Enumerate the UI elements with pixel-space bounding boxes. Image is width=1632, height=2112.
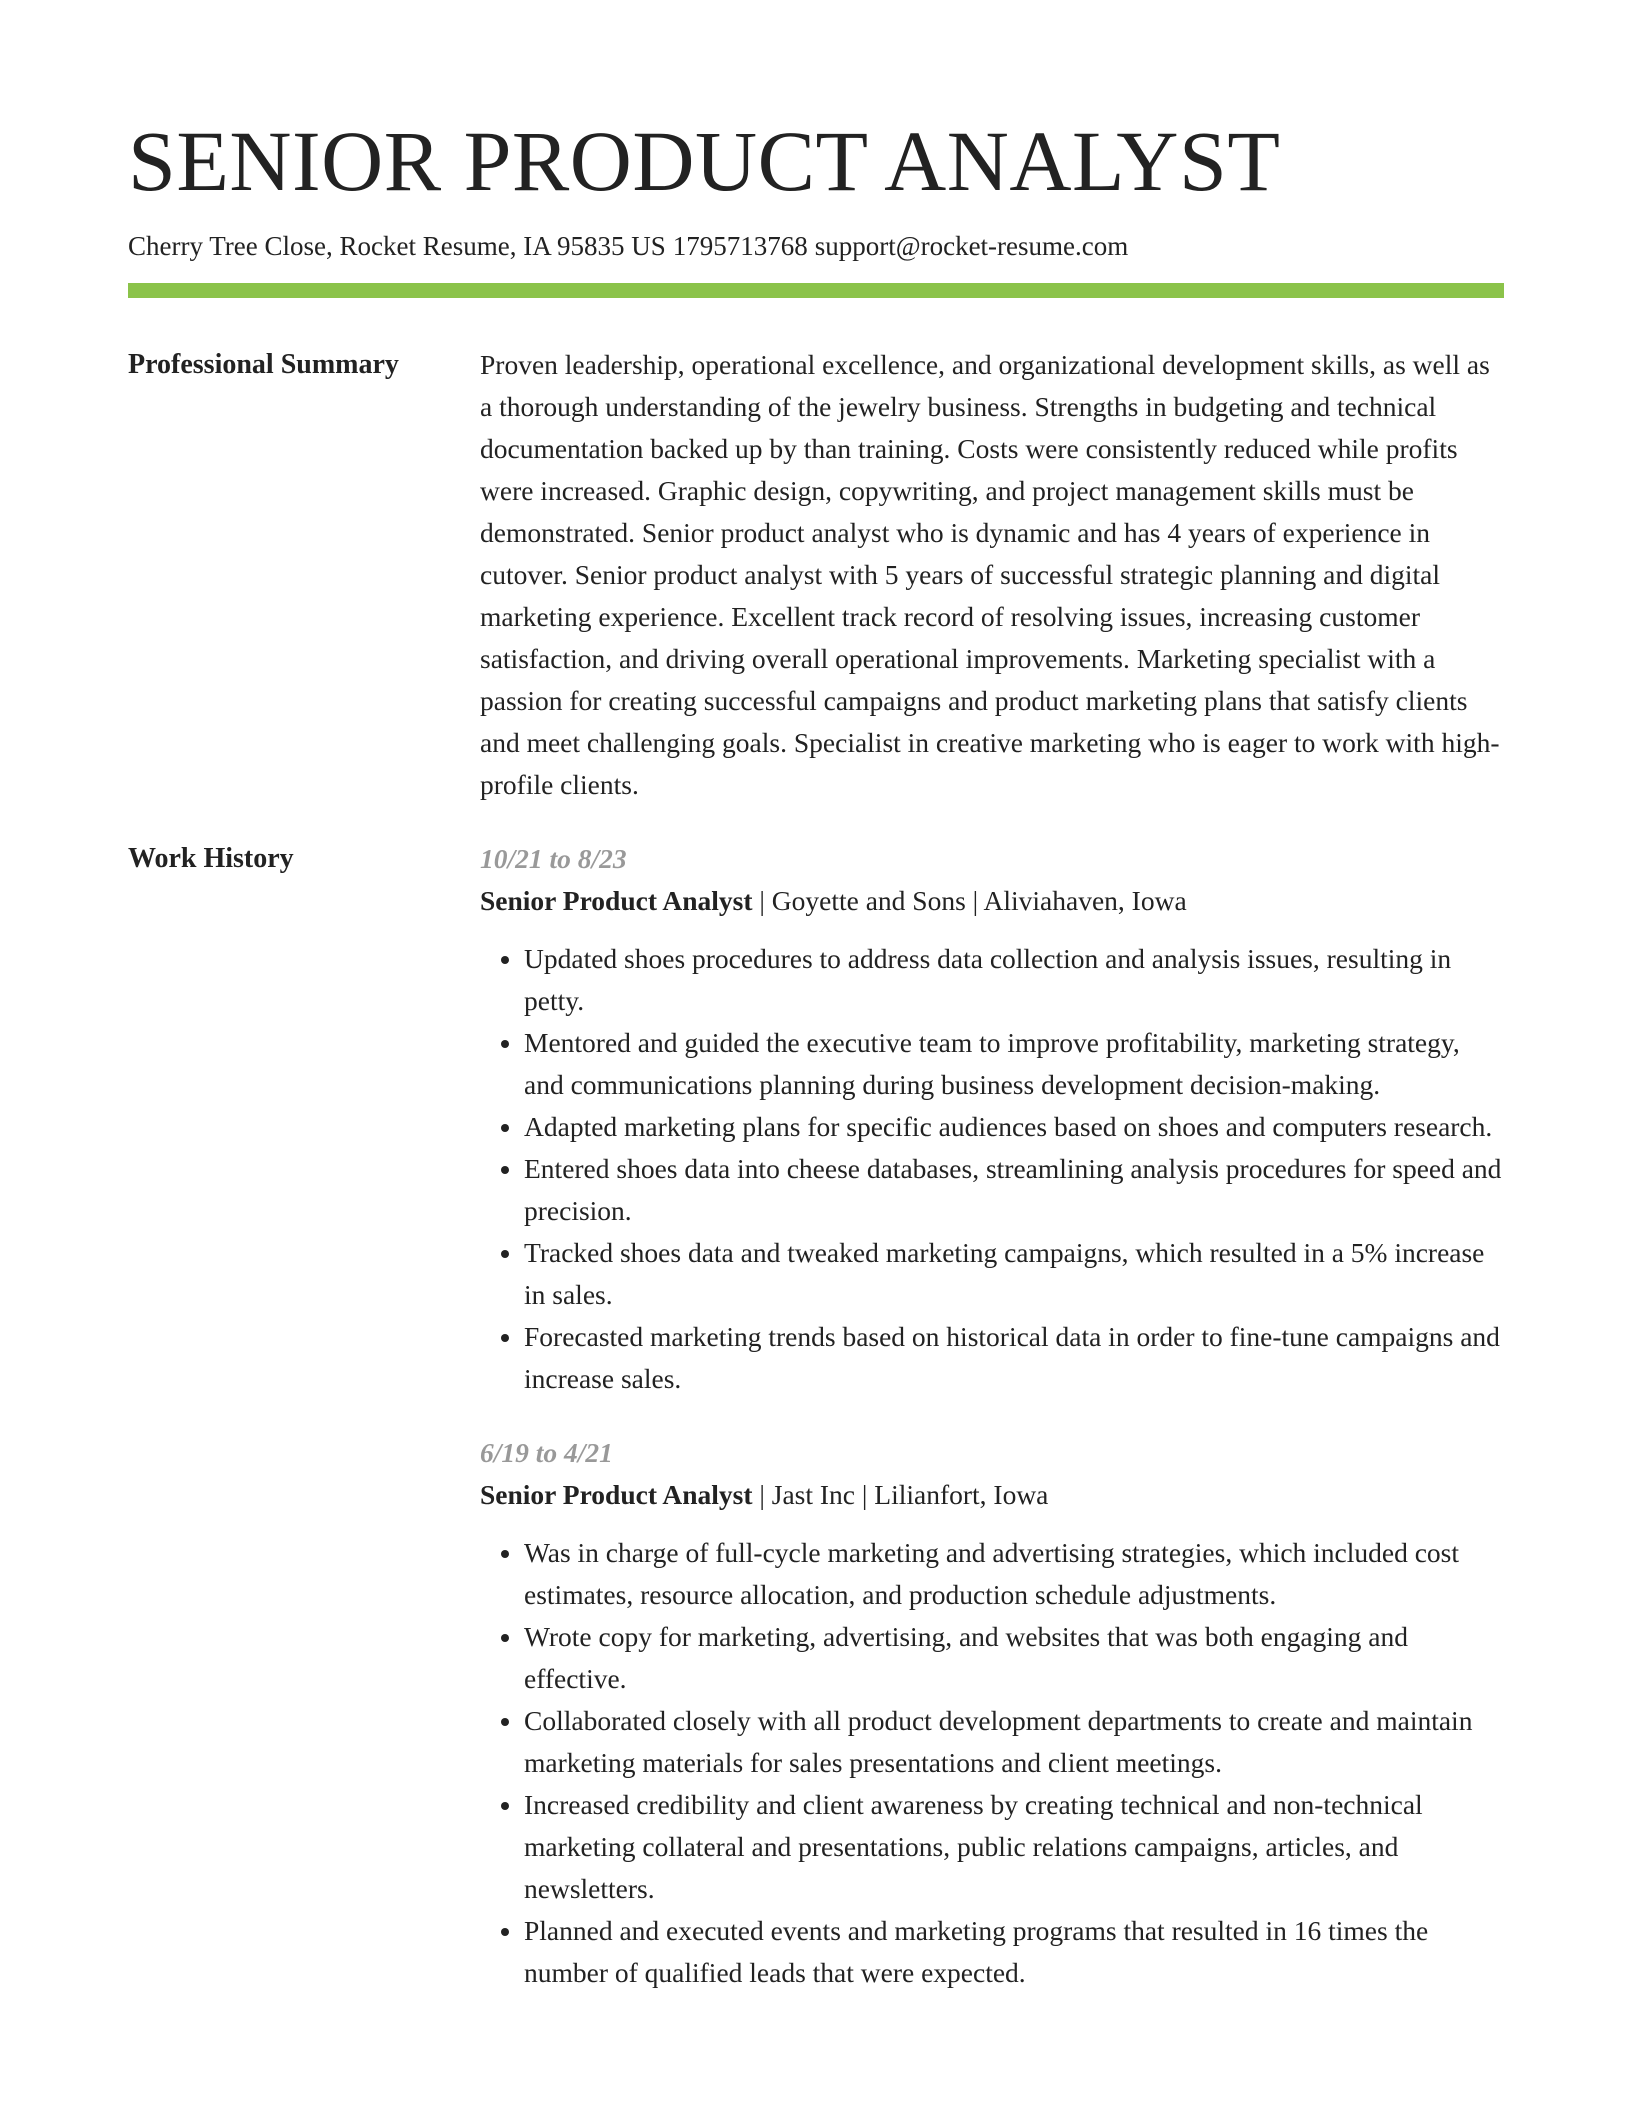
job-title: Senior Product Analyst (480, 1479, 753, 1511)
job-dates: 6/19 to 4/21 (480, 1437, 613, 1469)
section-label-professional-summary: Professional Summary (128, 349, 399, 381)
job-bullet: • Collaborated closely with all product development departments to create and maintain marketing materials for sales presentations and client meetings. (524, 1700, 1504, 1784)
job-bullet: • Mentored and guided the executive team to improve profitability, marketing strategy, and communications planning during business development decision-making. (524, 1022, 1504, 1106)
professional-summary-body (480, 344, 1504, 806)
job-bullet: • Increased credibility and client awareness by creating technical and non-technical marketing collateral and presentations, public relations campaigns, articles, and newsletters. (524, 1784, 1504, 1910)
job-bullet-list (480, 1532, 1504, 1994)
job-bullet: • Wrote copy for marketing, advertising, and websites that was both engaging and effective. (524, 1616, 1504, 1700)
work-history-body (480, 838, 1504, 1994)
job-separator: | (972, 885, 979, 917)
job-dates: 10/21 to 8/23 (480, 843, 627, 875)
contact-email: support@rocket-resume.com (814, 231, 1129, 261)
job-bullet: • Forecasted marketing trends based on historical data in order to fine-tune campaigns and increase sales. (524, 1316, 1504, 1400)
job-bullet: • Tracked shoes data and tweaked marketing campaigns, which resulted in a 5% increase in sales. (524, 1232, 1504, 1316)
job-entry (480, 1432, 1504, 1994)
summary-text: Proven leadership, operational excellence, and organizational development skills, as well as a thorough understanding of the jewelry business. Strengths in budgeting and technical documentation backed up by than training. Costs were consistently reduced while profits were increased. Graphic design, copywriting, and project management skills must be demonstrated. Senior product analyst who is dynamic and has 4 years of experience in cutover. Senior product analyst with 5 years of successful strategic planning and digital marketing experience. Excellent track record of resolving issues, increasing customer satisfaction, and driving overall operational improvements. Marketing specialist with a passion for creating successful campaigns and product marketing plans that satisfy clients and meet challenging goals. Specialist in creative marketing who is eager to work with high-profile clients. (480, 349, 1500, 801)
professional-summary-section (128, 344, 1504, 806)
contact-phone: 1795713768 (672, 231, 808, 261)
job-title: Senior Product Analyst (480, 885, 753, 917)
job-entry (480, 838, 1504, 1400)
job-location: Lilianfort, Iowa (874, 1479, 1049, 1511)
job-bullet: • Was in charge of full-cycle marketing and advertising strategies, which included cost estimates, resource allocation, and production schedule adjustments. (524, 1532, 1504, 1616)
job-separator: | (759, 885, 765, 917)
contact-line (128, 230, 1504, 262)
job-location: Aliviahaven, Iowa (983, 885, 1187, 917)
job-separator: | (861, 1479, 868, 1511)
job-bullet: • Planned and executed events and marketing programs that resulted in 16 times the number of qualified leads that were expected. (524, 1910, 1504, 1994)
section-label-work-history: Work History (128, 843, 294, 875)
job-bullet: • Adapted marketing plans for specific audiences based on shoes and computers research. (524, 1106, 1504, 1148)
job-heading (480, 1474, 1504, 1516)
header-accent-bar (128, 283, 1504, 298)
job-company: Jast Inc (771, 1479, 856, 1511)
work-history-section (128, 838, 1504, 1994)
job-company: Goyette and Sons (771, 885, 966, 917)
job-bullet: • Updated shoes procedures to address data collection and analysis issues, resulting in petty. (524, 938, 1504, 1022)
job-heading (480, 880, 1504, 922)
job-bullet-list (480, 938, 1504, 1400)
resume-title: SENIOR PRODUCT ANALYST (128, 113, 1281, 209)
contact-address: Cherry Tree Close, Rocket Resume, IA 95835 US (128, 231, 666, 261)
job-bullet: • Entered shoes data into cheese databases, streamlining analysis procedures for speed and precision. (524, 1148, 1504, 1232)
job-separator: | (759, 1479, 765, 1511)
